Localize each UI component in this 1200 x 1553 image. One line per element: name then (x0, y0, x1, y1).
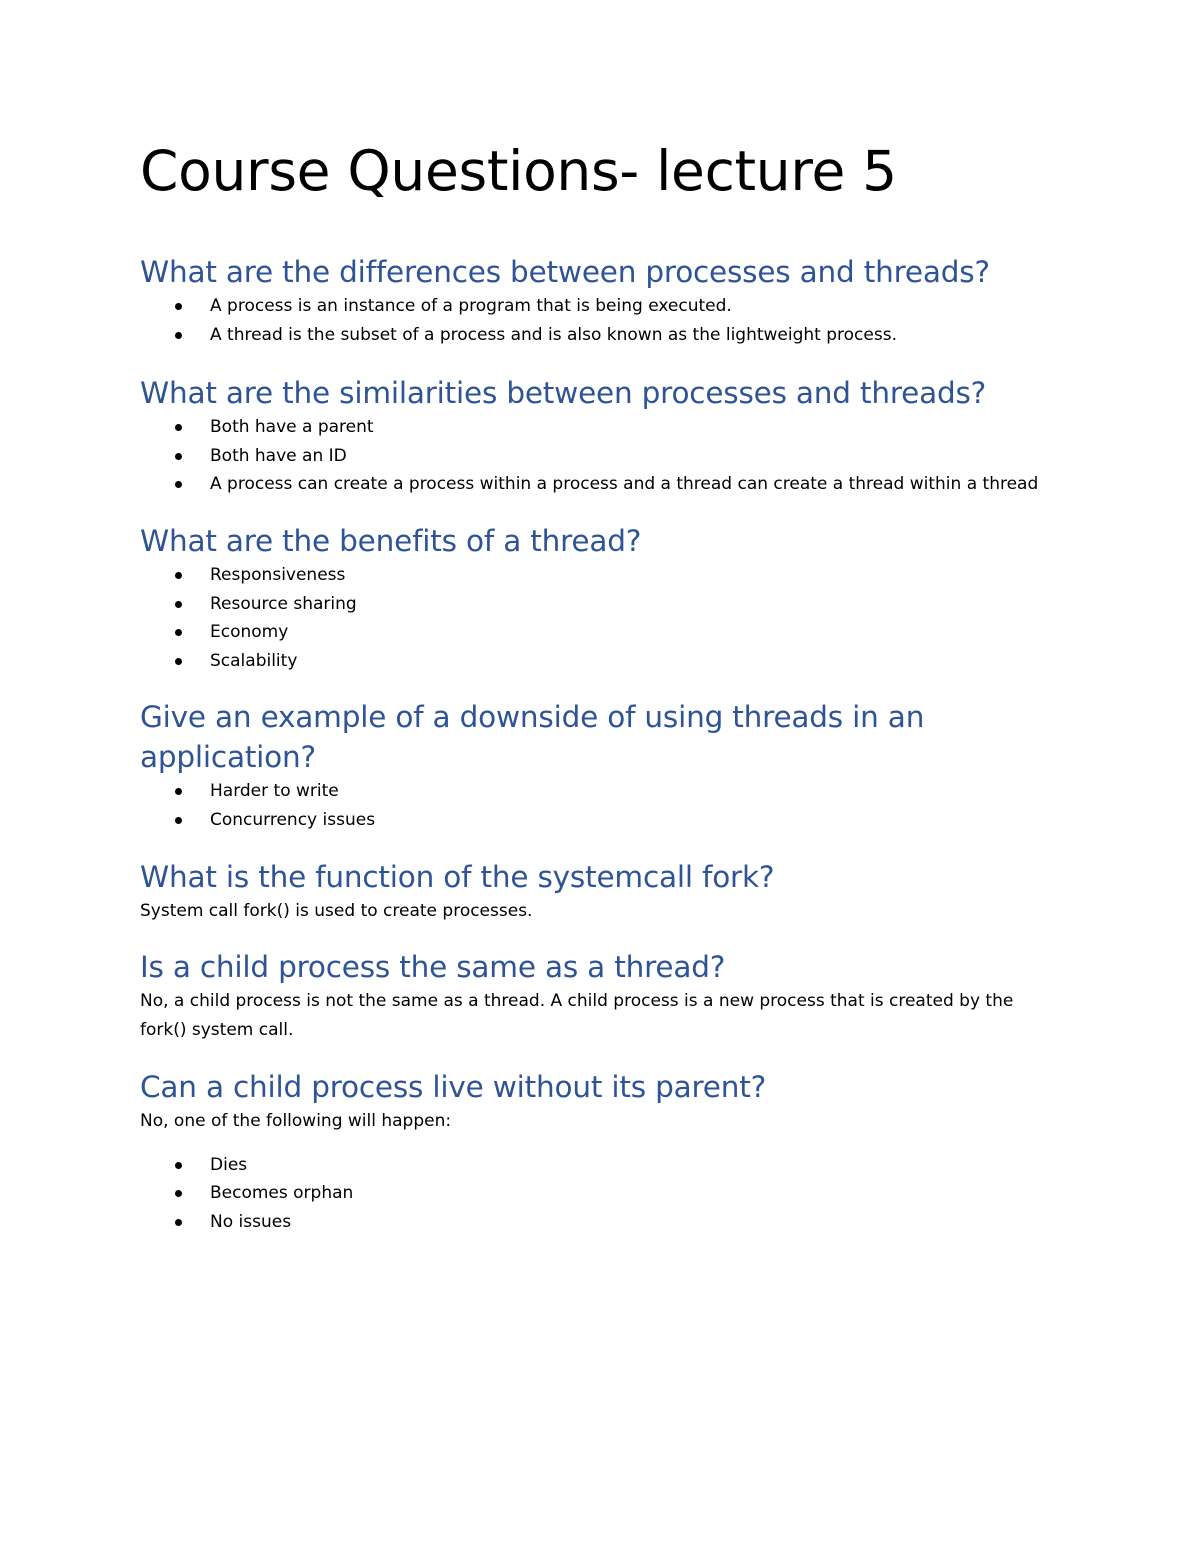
section-heading: What are the differences between processes and threads? (140, 255, 990, 289)
section-child-vs-thread (140, 947, 1040, 1044)
list-item: No issues (140, 1208, 1070, 1237)
section-child-without-parent (140, 1067, 1070, 1236)
list-item: Dies (140, 1151, 1070, 1180)
bullet-list (140, 561, 1070, 675)
list-item: Scalability (140, 647, 1070, 676)
answer-text: System call fork() is used to create processes. (140, 901, 533, 921)
section-heading: What is the function of the systemcall fork? (140, 860, 775, 894)
bullet-list (140, 777, 1020, 834)
list-item: Concurrency issues (140, 806, 1020, 835)
list-item: Responsiveness (140, 561, 1070, 590)
section-differences (140, 252, 1070, 349)
list-item: Resource sharing (140, 590, 1070, 619)
section-fork (140, 857, 1070, 926)
list-item: A thread is the subset of a process and is also known as the lightweight process. (140, 321, 1070, 350)
bullet-list (140, 292, 1070, 349)
document-title: Course Questions- lecture 5 (140, 139, 897, 203)
section-heading: Give an example of a downside of using threads in an application? (140, 700, 925, 774)
section-heading: Is a child process the same as a thread? (140, 950, 726, 984)
section-similarities (140, 373, 1070, 499)
section-benefits (140, 521, 1070, 675)
bullet-list (140, 413, 1070, 499)
list-item: A process is an instance of a program that is being executed. (140, 292, 1070, 321)
list-item: Both have a parent (140, 413, 1070, 442)
list-item: Both have an ID (140, 442, 1070, 471)
bullet-list (140, 1151, 1070, 1237)
list-item: Harder to write (140, 777, 1020, 806)
answer-text: No, a child process is not the same as a thread. A child process is a new process that is created by the fork() system call. (140, 991, 1014, 1040)
list-item: Becomes orphan (140, 1179, 1070, 1208)
section-heading: What are the similarities between processes and threads? (140, 376, 987, 410)
section-downside (140, 697, 1020, 834)
answer-text: No, one of the following will happen: (140, 1111, 452, 1131)
section-heading: Can a child process live without its parent? (140, 1070, 767, 1104)
list-item: Economy (140, 618, 1070, 647)
list-item: A process can create a process within a process and a thread can create a thread within a thread (140, 470, 1070, 499)
section-heading: What are the benefits of a thread? (140, 524, 642, 558)
